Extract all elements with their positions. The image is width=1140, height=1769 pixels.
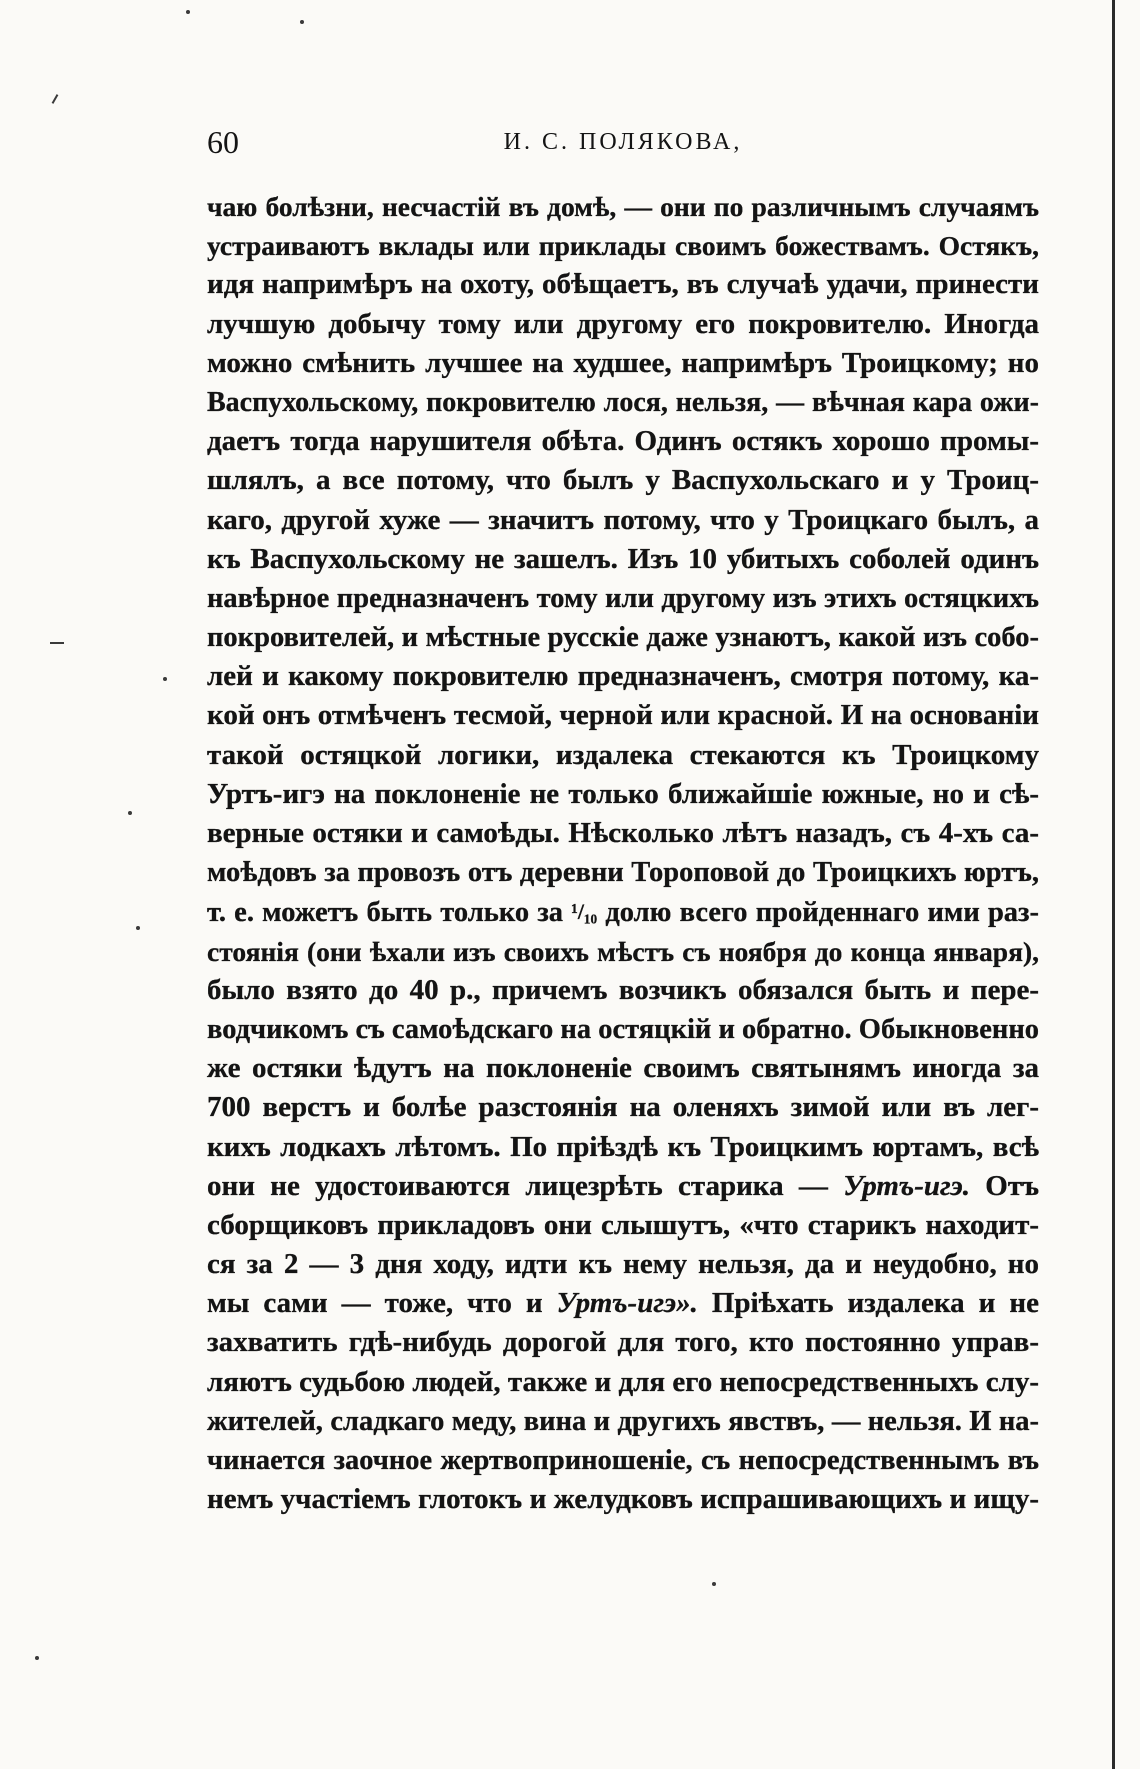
running-title: И. С. ПОЛЯКОВА,	[503, 129, 743, 155]
text-segment: т. е. можетъ быть только за	[207, 897, 572, 929]
print-speck	[128, 811, 132, 815]
text-line: кихъ лодкахъ лѣтомъ. По пріѣздѣ къ Троицкимъ юртамъ, всѣ	[207, 1130, 1039, 1163]
print-speck	[163, 677, 167, 681]
italic-term: Уртъ-игэ.	[843, 1169, 970, 1202]
text-line: лей и какому покровителю предназначенъ, смотря потому, ка-	[207, 660, 1039, 693]
text-line-with-italic	[207, 1284, 1039, 1323]
italic-term: Уртъ-игэ».	[556, 1287, 698, 1320]
text-line: захватить гдѣ-нибудь дорогой для того, кто постоянно управ-	[207, 1326, 1039, 1359]
fraction-one-tenth: ¹/₁₀	[571, 899, 598, 925]
text-line: покровителей, и мѣстные русскіе даже узнаютъ, какой изъ собо-	[207, 622, 1039, 654]
running-head	[207, 122, 1039, 162]
text-line: же остяки ѣдутъ на поклоненіе своимъ святынямъ иногда за	[207, 1052, 1039, 1085]
text-line: навѣрное предназначенъ тому или другому изъ этихъ остяцкихъ	[207, 582, 1039, 614]
page-edge-line	[1112, 0, 1115, 1769]
text-segment: Отъ	[969, 1169, 1039, 1202]
text-line: кой онъ отмѣченъ тесмой, черной или красной. И на основаніи	[207, 699, 1039, 732]
text-segment: мы сами — тоже, что и	[207, 1287, 557, 1320]
text-line: чаю болѣзни, несчастій въ домѣ, — они по различнымъ случаямъ	[207, 191, 1039, 222]
text-line: можно смѣнить лучшее на худшее, напримѣръ Троицкому; но	[207, 346, 1039, 379]
page-number: 60	[207, 124, 239, 160]
text-line: жителей, сладкаго меду, вина и другихъ явствъ, — нельзя. И на-	[207, 1405, 1039, 1437]
text-line: такой остяцкой логики, издалека стекаются къ Троицкому	[207, 738, 1039, 771]
print-speck	[300, 20, 304, 24]
text-line: идя напримѣръ на охоту, обѣщаетъ, въ случаѣ удачи, принести	[207, 268, 1039, 301]
text-line: даетъ тогда нарушителя обѣта. Одинъ остякъ хорошо промы-	[207, 425, 1039, 458]
text-line: устраиваютъ вклады или приклады своимъ божествамъ. Остякъ,	[207, 230, 1039, 262]
text-line: къ Васпухольскому не зашелъ. Изъ 10 убитыхъ соболей одинъ	[207, 542, 1039, 575]
text-line: Васпухольскому, покровителю лося, нельзя, — вѣчная кара ожи-	[207, 386, 1039, 418]
text-line-with-italic	[207, 1167, 1039, 1206]
text-line: моѣдовъ за провозъ отъ деревни Тороповой до Троицкихъ юртъ,	[207, 857, 1039, 889]
text-line: каго, другой хуже — значитъ потому, что у Троицкаго былъ, а	[207, 503, 1039, 536]
text-line: лучшую добычу тому или другому его покровителю. Иногда	[207, 307, 1039, 340]
text-line: ся за 2 — 3 дня ходу, идти къ нему нельзя, да и неудобно, но	[207, 1248, 1039, 1281]
print-mark	[52, 94, 59, 104]
text-line: чинается заочное жертвоприношеніе, съ непосредственнымъ въ	[207, 1445, 1039, 1476]
text-segment: долю всего пройденнаго ими раз-	[597, 897, 1039, 929]
text-line: шлялъ, а все потому, что былъ у Васпухольскаго и у Троиц-	[207, 464, 1039, 497]
text-line: стоянія (они ѣхали изъ своихъ мѣстъ съ ноября до конца января),	[207, 935, 1039, 967]
text-line: водчикомъ съ самоѣдскаго на остяцкій и обратно. Обыкновенно	[207, 1013, 1039, 1045]
text-line-with-fraction	[207, 892, 1039, 931]
text-line: было взято до 40 р., причемъ возчикъ обязался быть и пере-	[207, 973, 1039, 1006]
text-line: Уртъ-игэ на поклоненіе не только ближайшіе южные, но и сѣ-	[207, 777, 1039, 810]
text-line: сборщиковъ прикладовъ они слышутъ, «что старикъ находит-	[207, 1208, 1039, 1241]
text-line: немъ участіемъ глотокъ и желудковъ испрашивающихъ и ищу-	[207, 1483, 1039, 1516]
text-line: верные остяки и самоѣды. Нѣсколько лѣтъ назадъ, съ 4-хъ са-	[207, 817, 1039, 849]
print-speck	[712, 1582, 716, 1586]
print-speck	[186, 10, 190, 14]
print-speck	[35, 1656, 39, 1660]
text-segment: Пріѣхать издалека и не	[697, 1287, 1039, 1320]
body-text	[207, 187, 1039, 1519]
print-mark	[50, 642, 64, 644]
text-segment: они не удостоиваются лицезрѣть старика —	[207, 1169, 844, 1202]
text-line: ляютъ судьбою людей, также и для его непосредственныхъ слу-	[207, 1365, 1039, 1398]
print-speck	[136, 926, 140, 930]
text-line: 700 верстъ и болѣе разстоянія на оленяхъ зимой или въ лег-	[207, 1091, 1039, 1124]
